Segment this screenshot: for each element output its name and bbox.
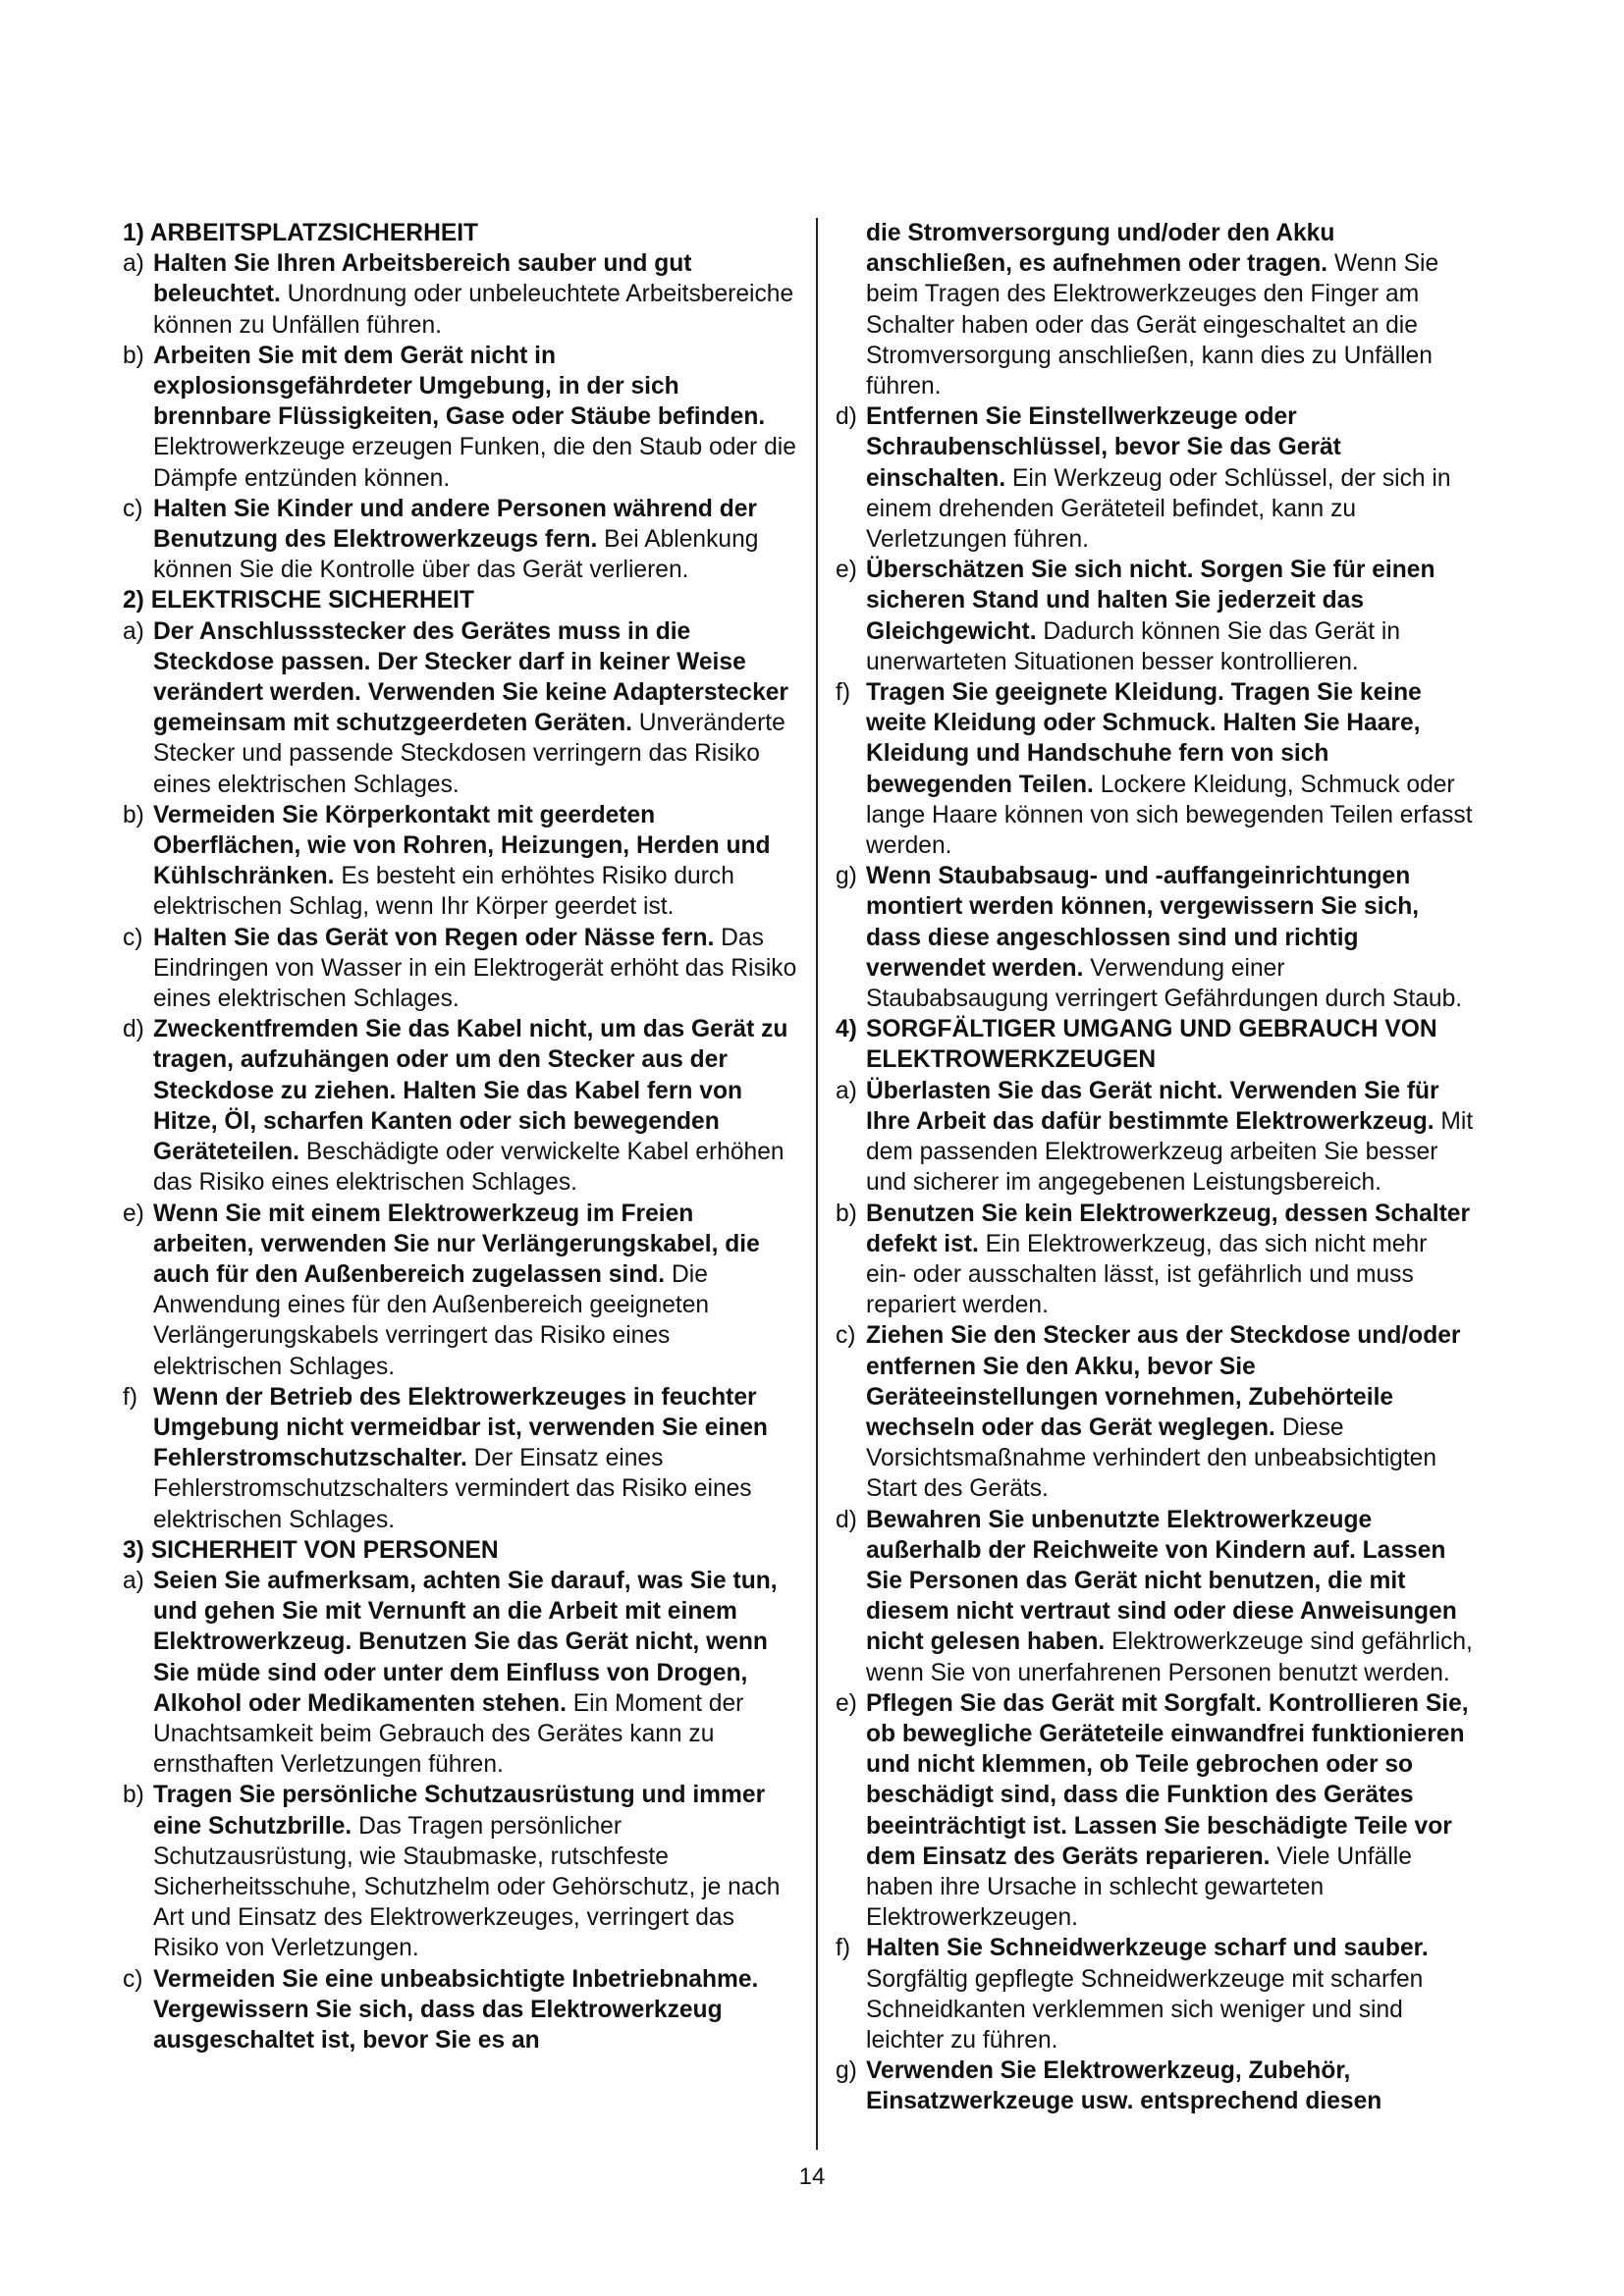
item-instruction: Verwenden Sie Elektrowerkzeug, Zubehör, Einsatzwerkzeuge usw. entsprechend diesen (866, 2057, 1382, 2115)
section-2-heading: 2) ELEKTRISCHE SICHERHEIT (123, 587, 475, 614)
item-label: b) (123, 1782, 144, 1809)
section-4-heading (836, 1014, 1474, 1075)
section-4-item-d (836, 1505, 1474, 1688)
item-instruction: Wenn Staubabsaug- und -auffangeinrichtungen montiert werden können, vergewissern Sie sich, dass diese angeschlossen sind und richtig verwendet werden. (866, 863, 1420, 982)
item-label: a) (123, 1567, 144, 1594)
item-instruction: Tragen Sie geeignete Kleidung. Tragen Sie keine weite Kleidung oder Schmuck. Halten Sie Haare, Kleidung und Handschuhe fern von sich bewegenden Teilen. (866, 679, 1422, 798)
section-2-item-e (123, 1199, 800, 1382)
right-column (836, 218, 1474, 2117)
section-4-item-c (836, 1320, 1474, 1504)
item-label: f) (123, 1383, 138, 1411)
section-2-item-c (123, 923, 800, 1015)
item-explanation: Der Einsatz eines Fehlerstromschutzschalters vermindert das Risiko eines elektrischen Schlages. (153, 1445, 752, 1533)
section-1-item-c (123, 494, 800, 586)
item-explanation: Viele Unfälle haben ihre Ursache in schlecht gewarteten Elektrowerkzeugen. (866, 1842, 1412, 1932)
section-3-heading: 3) SICHERHEIT VON PERSONEN (123, 1536, 499, 1564)
item-explanation: Wenn Sie beim Tragen des Elektrowerkzeuges den Finger am Schalter haben oder das Gerät eingeschaltet an die Stromversorgung anschließen, kann dies zu Unfällen führen. (866, 250, 1439, 400)
section-2-item-b (123, 800, 800, 923)
item-label: a) (123, 617, 144, 645)
item-label: c) (123, 495, 143, 522)
item-instruction: Pflegen Sie das Gerät mit Sorgfalt. Kontrollieren Sie, ob bewegliche Geräteteile einwandfrei funktionieren und nicht klemmen, ob Teile gebrochen oder so beschädigt sind, dass die Funktion des Gerätes beeinträchtigt ist. Lassen Sie beschädigte Teile vor dem Einsatz des Geräts reparieren. (866, 1689, 1469, 1870)
item-label: e) (123, 1200, 144, 1227)
item-label: e) (836, 1689, 857, 1717)
item-label: b) (123, 342, 144, 369)
item-instruction: Tragen Sie persönliche Schutzausrüstung und immer eine Schutzbrille. (153, 1782, 766, 1840)
item-explanation: Elektrowerkzeuge erzeugen Funken, die den Staub oder die Dämpfe entzünden können. (153, 434, 796, 492)
item-explanation: Das Tragen persönlicher Schutzausrüstung, wie Staubmaske, rutschfeste Sicherheitsschuhe, Schutzhelm oder Gehörschutz, je nach Art und Einsatz des Elektrowerkzeuges, verringert das Risiko von Verletzungen. (153, 1812, 781, 1962)
section-3-item-d (836, 401, 1474, 555)
item-explanation: Ein Elektrowerkzeug, das sich nicht mehr ein- oder ausschalten lässt, ist gefährlich und muss repariert werden. (866, 1230, 1428, 1319)
item-instruction: Entfernen Sie Einstellwerkzeuge oder Schraubenschlüssel, bevor Sie das Gerät einschalten. (866, 403, 1341, 492)
item-instruction: Wenn der Betrieb des Elektrowerkzeuges in feuchter Umgebung nicht vermeidbar ist, verwenden Sie einen Fehlerstromschutzschalter. (153, 1383, 768, 1472)
section-2-item-f (123, 1382, 800, 1535)
item-label: f) (836, 679, 851, 707)
item-explanation: Die Anwendung eines für den Außenbereich geeigneten Verlängerungskabels verringert das Risiko eines elektrischen Schlages. (153, 1260, 710, 1380)
item-explanation: Beschädigte oder verwickelte Kabel erhöhen das Risiko eines elektrischen Schlages. (153, 1139, 785, 1197)
item-instruction: Seien Sie aufmerksam, achten Sie darauf, was Sie tun, und gehen Sie mit Vernunft an die Arbeit mit einem Elektrowerkzeug. Benutzen Sie das Gerät nicht, wenn Sie müde sind oder unter dem Einfluss von Drogen, Alkohol oder Medikamenten stehen. (153, 1567, 778, 1717)
item-explanation: Ein Werkzeug oder Schlüssel, der sich in einem drehenden Geräteteil befindet, kann zu Verletzungen führen. (866, 464, 1451, 554)
item-explanation: Elektrowerkzeuge sind gefährlich, wenn Sie von unerfahrenen Personen benutzt werden. (866, 1629, 1473, 1686)
item-label: d) (123, 1016, 144, 1043)
item-label: e) (836, 557, 857, 584)
page-number: 14 (798, 2163, 826, 2190)
item-label: b) (123, 801, 144, 828)
item-explanation: Unveränderte Stecker und passende Steckdosen verringern das Risiko eines elektrischen Schlages. (153, 710, 785, 798)
left-column (123, 218, 800, 2056)
item-label: c) (123, 924, 143, 951)
section-4-item-e (836, 1688, 1474, 1934)
section-2-item-a (123, 616, 800, 800)
section-1-item-b (123, 341, 800, 494)
item-label: g) (836, 863, 857, 890)
section-4-number: 4) (836, 1016, 857, 1043)
item-instruction: Halten Sie Schneidwerkzeuge scharf und sauber. (866, 1935, 1429, 1962)
section-2-item-d (123, 1014, 800, 1198)
item-label: f) (836, 1935, 851, 1962)
item-label: d) (836, 403, 857, 431)
section-3-item-f (836, 677, 1474, 861)
item-instruction: Halten Sie Kinder und andere Personen während der Benutzung des Elektrowerkzeugs fern. (153, 495, 757, 554)
item-explanation: Es besteht ein erhöhtes Risiko durch elektrischen Schlag, wenn Ihr Körper geerdet ist. (153, 863, 734, 921)
section-4-item-a (836, 1076, 1474, 1199)
item-explanation: Sorgfältig gepflegte Schneidwerkzeuge mit scharfen Schneidkanten verklemmen sich weniger und sind leichter zu führen. (866, 1965, 1424, 2054)
item-instruction: Benutzen Sie kein Elektrowerkzeug, dessen Schalter defekt ist. (866, 1200, 1471, 1257)
section-4-title: SORGFÄLTIGER UMGANG UND GEBRAUCH VON ELEKTROWERKZEUGEN (866, 1016, 1437, 1074)
item-instruction: die Stromversorgung und/oder den Akku anschließen, es aufnehmen oder tragen. (866, 220, 1335, 278)
item-instruction: Überlasten Sie das Gerät nicht. Verwenden Sie für Ihre Arbeit das dafür bestimmte Elektrowerkzeug. (866, 1077, 1439, 1135)
item-label: b) (836, 1200, 857, 1227)
item-instruction: Überschätzen Sie sich nicht. Sorgen Sie für einen sicheren Stand und halten Sie jederzeit das Gleichgewicht. (866, 557, 1435, 645)
section-3-item-e (836, 555, 1474, 677)
item-instruction: Wenn Sie mit einem Elektrowerkzeug im Freien arbeiten, verwenden Sie nur Verlängerungskabel, die auch für den Außenbereich zugelassen sind. (153, 1200, 760, 1288)
item-instruction: Vermeiden Sie eine unbeabsichtigte Inbetriebnahme. Vergewissern Sie sich, dass das Elektrowerkzeug ausgeschaltet ist, bevor Sie es an (153, 1965, 759, 2054)
item-instruction: Halten Sie das Gerät von Regen oder Nässe fern. (153, 924, 715, 951)
column-divider (816, 218, 818, 2150)
item-explanation: Mit dem passenden Elektrowerkzeug arbeiten Sie besser und sicherer im angegebenen Leistungsbereich. (866, 1107, 1474, 1197)
item-instruction: Ziehen Sie den Stecker aus der Steckdose und/oder entfernen Sie den Akku, bevor Sie Geräteeinstellungen vornehmen, Zubehörteile wechseln oder das Gerät weglegen. (866, 1322, 1461, 1441)
item-instruction: Bewahren Sie unbenutzte Elektrowerkzeuge außerhalb der Reichweite von Kindern auf. Lassen Sie Personen das Gerät nicht benutzen, die mit diesem nicht vertraut sind oder diese Anweisungen nicht gelesen haben. (866, 1506, 1457, 1656)
section-3-item-b (123, 1780, 800, 1963)
item-explanation: Verwendung einer Staubabsaugung verringert Gefährdungen durch Staub. (866, 954, 1463, 1013)
item-explanation: Lockere Kleidung, Schmuck oder lange Haare können von sich bewegenden Teilen erfasst werden. (866, 771, 1473, 860)
item-label: c) (123, 1965, 143, 1993)
item-instruction: Vermeiden Sie Körperkontakt mit geerdeten Oberflächen, wie von Rohren, Heizungen, Herden und Kühlschränken. (153, 801, 771, 890)
section-4-item-g (836, 2056, 1474, 2116)
item-instruction: Halten Sie Ihren Arbeitsbereich sauber und gut beleuchtet. (153, 250, 692, 308)
item-explanation: Das Eindringen von Wasser in ein Elektrogerät erhöht das Risiko eines elektrischen Schlages. (153, 924, 797, 1013)
item-label: a) (836, 1077, 857, 1104)
item-explanation: Dadurch können Sie das Gerät in unerwarteten Situationen besser kontrollieren. (866, 617, 1401, 675)
item-explanation: Bei Ablenkung können Sie die Kontrolle über das Gerät verlieren. (153, 526, 759, 584)
item-label: c) (836, 1322, 856, 1350)
section-1-item-a (123, 248, 800, 341)
item-explanation: Unordnung oder unbeleuchtete Arbeitsbereiche können zu Unfällen führen. (153, 281, 794, 339)
section-4-item-b (836, 1199, 1474, 1321)
section-4-item-f (836, 1933, 1474, 2056)
item-explanation: Diese Vorsichtsmaßnahme verhindert den unbeabsichtigten Start des Geräts. (866, 1414, 1437, 1503)
item-instruction: Zweckentfremden Sie das Kabel nicht, um das Gerät zu tragen, aufzuhängen oder um den Stecker aus der Steckdose zu ziehen. Halten Sie das Kabel fern von Hitze, Öl, scharfen Kanten oder sich bewegenden Geräteteilen. (153, 1016, 788, 1166)
item-label: g) (836, 2057, 857, 2085)
item-label: d) (836, 1506, 857, 1533)
section-3-item-c (123, 1964, 800, 2056)
section-1-heading: 1) ARBEITSPLATZSICHERHEIT (123, 220, 479, 246)
item-instruction: Der Anschlussstecker des Gerätes muss in die Steckdose passen. Der Stecker darf in keiner Weise verändert werden. Verwenden Sie keine Adapterstecker gemeinsam mit schutzgeerdeten Geräten. (153, 617, 789, 737)
section-3-item-c-continued (836, 218, 1474, 401)
item-explanation: Ein Moment der Unachtsamkeit beim Gebrauch des Gerätes kann zu ernsthaften Verletzungen führen. (153, 1689, 744, 1779)
item-label: a) (123, 250, 144, 278)
section-3-item-g (836, 861, 1474, 1014)
section-3-item-a (123, 1566, 800, 1780)
item-instruction: Arbeiten Sie mit dem Gerät nicht in explosionsgefährdeter Umgebung, in der sich brennbare Flüssigkeiten, Gase oder Stäube befinden. (153, 342, 766, 431)
